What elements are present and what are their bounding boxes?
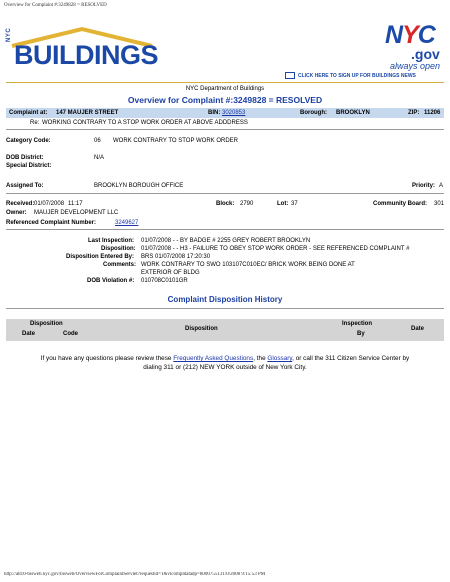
comments-line-1: WORK CONTRARY TO SWO 103107C010EC/ BRICK WORK BEING DONE AT xyxy=(141,262,355,268)
history-title: Complaint Disposition History xyxy=(167,295,283,304)
help-text-part: , or call the 311 Citizen Service Center by xyxy=(292,355,410,362)
tagline: always open xyxy=(390,61,441,71)
help-text xyxy=(0,354,450,372)
section-divider xyxy=(6,308,444,309)
browser-footer-url: http://a810-bisweb.nyc.gov/bisweb/OverviewForComplaintServlet?requestid=1&vlcompldatadp=8000755131/0/2008 9:15:53 PM xyxy=(4,572,266,577)
zip-value: 11206 xyxy=(424,110,441,116)
special-district-label: Special District: xyxy=(6,163,52,169)
page-title: Overview for Complaint #:3249828 = RESOLVED xyxy=(127,95,323,105)
last-inspection-label: Last Inspection: xyxy=(88,238,135,244)
received-label: Received: xyxy=(6,201,35,207)
signup-link[interactable] xyxy=(285,72,416,80)
block-label: Block: xyxy=(216,201,235,207)
category-code-label: Category Code: xyxy=(6,138,51,144)
nyc-logo-c: C xyxy=(417,21,435,49)
assigned-to-label: Assigned To: xyxy=(6,183,44,189)
disposition-entered-by-label: Disposition Entered By: xyxy=(66,254,135,260)
gov-text: .gov xyxy=(411,46,440,62)
dob-violation-label: DOB Violation #: xyxy=(87,278,135,284)
borough-label: Borough: xyxy=(300,110,327,116)
owner-label: Owner: xyxy=(6,210,27,216)
buildings-logo[interactable]: BUILDINGS xyxy=(14,40,158,70)
envelope-icon xyxy=(285,72,295,79)
browser-page-title: Overview for Complaint #:3249828 = RESOLVED xyxy=(4,3,107,8)
section-divider xyxy=(6,229,444,230)
assigned-to-value: BROOKLYN BOROUGH OFFICE xyxy=(94,183,184,189)
re-value: WORKING CONTRARY TO A STOP WORK ORDER AT ABOVE ADDDRESS xyxy=(42,120,248,126)
nyc-vertical-label: NYC xyxy=(6,27,12,42)
re-label: Re: xyxy=(30,120,40,126)
community-board-label: Community Board: xyxy=(373,201,427,207)
nyc-logo-n: N xyxy=(385,21,403,49)
help-text-part: If you have any questions please review these xyxy=(40,355,174,362)
history-col-code: Code xyxy=(63,331,78,337)
received-date: 01/07/2008 xyxy=(34,201,65,207)
block-value: 2790 xyxy=(240,201,254,207)
nyc-logo-y: Y xyxy=(402,21,418,49)
section-divider xyxy=(6,129,444,130)
nyc-gov-logo[interactable] xyxy=(385,22,435,48)
lot-value: 37 xyxy=(291,201,298,207)
lot-label: Lot: xyxy=(277,201,289,207)
received-time: 11:17 xyxy=(68,201,83,207)
priority-value: A xyxy=(439,183,444,189)
zip-label: ZIP: xyxy=(408,110,420,116)
history-col-date: Date xyxy=(22,331,36,337)
referenced-complaint-link[interactable]: 3249627 xyxy=(115,220,139,226)
disposition-label: Disposition: xyxy=(101,246,136,252)
comments-label: Comments: xyxy=(103,262,137,268)
bin-link[interactable]: 3020853 xyxy=(222,110,246,116)
last-inspection-value: 01/07/2008 - - BY BADGE # 2255 GREY ROBERT BROOKLYN xyxy=(141,238,311,244)
history-col-disposition: Disposition xyxy=(185,326,218,332)
owner-value: MAUJER DEVELOPMENT LLC xyxy=(34,210,119,216)
help-text-part: , the xyxy=(253,355,268,362)
glossary-link[interactable]: Glossary xyxy=(267,355,293,362)
history-col-disposition-group: Disposition xyxy=(30,321,63,327)
disposition-value: 01/07/2008 - - H3 - FAILURE TO OBEY STOP WORK ORDER - SEE REFERENCED COMPLAINT # xyxy=(141,246,410,252)
header-divider xyxy=(6,82,444,83)
faq-link[interactable]: Frequently Asked Questions xyxy=(173,355,254,362)
complaint-at-label: Complaint at: xyxy=(9,110,48,116)
history-col-date-2: Date xyxy=(411,326,425,332)
comments-line-2: EXTERIOR OF BLDG xyxy=(141,270,200,276)
dob-violation-value: 010708C0101GR xyxy=(141,278,188,284)
dob-district-value: N/A xyxy=(94,155,105,161)
signup-link-label: CLICK HERE TO SIGN UP FOR BUILDINGS NEWS xyxy=(298,73,416,79)
history-col-by: By xyxy=(357,331,365,337)
complaint-at-value: 147 MAUJER STREET xyxy=(56,110,119,116)
help-text-line-2: dialing 311 or (212) NEW YORK outside of New York City. xyxy=(143,364,307,371)
referenced-complaint-label: Referenced Complaint Number: xyxy=(6,220,97,226)
borough-value: BROOKLYN xyxy=(336,110,370,116)
section-divider xyxy=(6,193,444,194)
disposition-entered-by-value: BRS 01/07/2008 17:20:30 xyxy=(141,254,211,260)
history-col-inspection-group: Inspection xyxy=(342,321,373,327)
category-description: WORK CONTRARY TO STOP WORK ORDER xyxy=(113,138,239,144)
bin-label: BIN: xyxy=(208,110,221,116)
community-board-value: 301 xyxy=(434,201,445,207)
department-name: NYC Department of Buildings xyxy=(185,86,265,92)
category-code-value: 06 xyxy=(94,138,101,144)
priority-label: Priority: xyxy=(412,183,436,189)
dob-district-label: DOB District: xyxy=(6,155,44,161)
